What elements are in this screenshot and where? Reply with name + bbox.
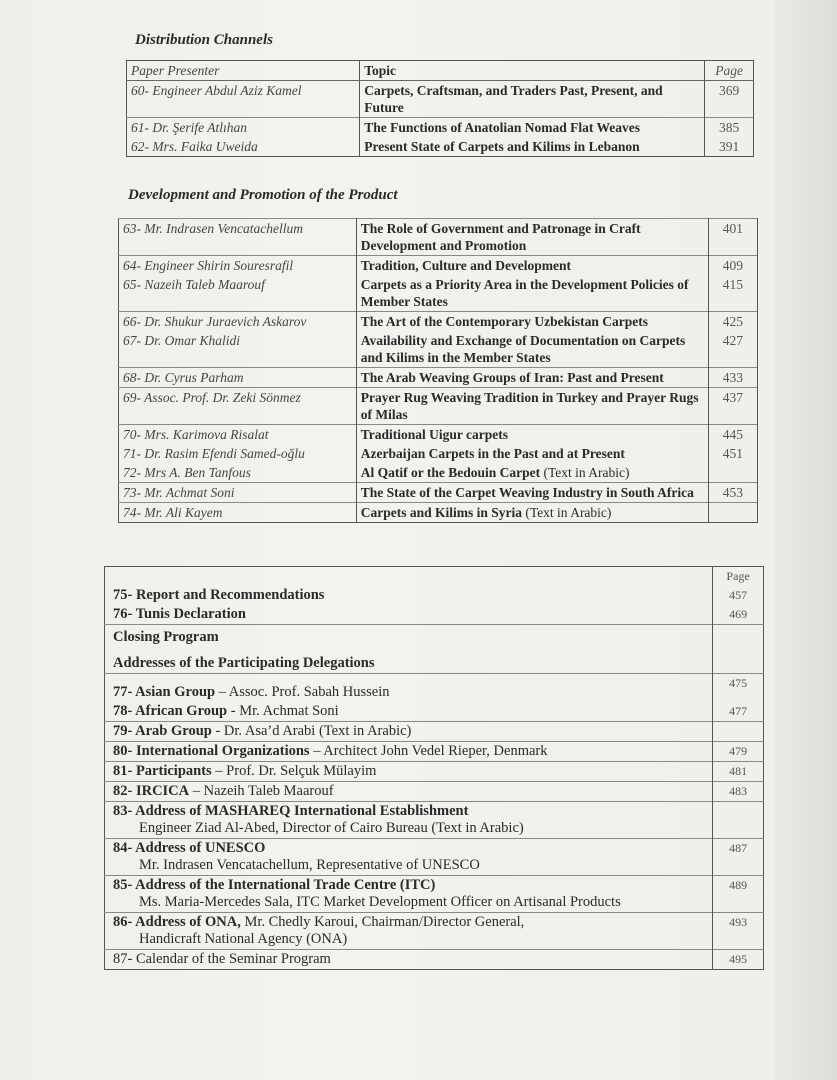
page-cell: 427: [708, 331, 757, 368]
topic-text: The Arab Weaving Groups of Iran: Past and Present: [360, 370, 664, 385]
header-page: Page: [726, 569, 750, 583]
page-cell: 479: [713, 742, 764, 762]
item-bold-label: 83- Address of MASHAREQ International Establishment: [113, 803, 469, 819]
page-cell: 415: [708, 275, 757, 312]
item-detail: – Nazeih Taleb Maarouf: [189, 783, 334, 799]
item-bold-label: 79- Arab Group: [113, 723, 212, 739]
topic-text: Traditional Uigur carpets: [360, 427, 508, 442]
development-table: [118, 218, 758, 523]
item-bold-label: 80- International Organizations: [113, 743, 310, 759]
topic-text: The Art of the Contemporary Uzbekistan Carpets: [360, 314, 648, 329]
item-detail: – Assoc. Prof. Sabah Hussein: [215, 684, 390, 700]
page-cell: 477: [729, 704, 748, 718]
presenter-cell: 61- Dr. Şerife Atlıhan: [127, 118, 360, 138]
list-item: [105, 625, 764, 648]
topic-text: Tradition, Culture and Development: [360, 258, 571, 273]
item-bold-label: 82- IRCICA: [113, 783, 190, 799]
item-text-cell: [105, 702, 713, 722]
table-row: [119, 444, 758, 463]
item-text-cell: [105, 762, 713, 782]
page-cell: 487: [713, 839, 764, 876]
presenter-cell: 67- Dr. Omar Khalidi: [119, 331, 357, 368]
page-cell: [713, 625, 764, 648]
page-cell: 489: [713, 876, 764, 913]
topic-cell: [356, 388, 708, 425]
list-item: [105, 762, 764, 782]
presenter-cell: 66- Dr. Shukur Juraevich Askarov: [119, 312, 357, 332]
item-bold-label: 86- Address of ONA,: [113, 914, 241, 930]
page-cell: 433: [708, 368, 757, 388]
item-text-cell: [105, 722, 713, 742]
section-title-distribution: Distribution Channels: [135, 32, 273, 48]
topic-text: The State of the Carpet Weaving Industry in South Africa: [360, 485, 694, 500]
item-detail: 87- Calendar of the Seminar Program: [113, 951, 331, 967]
presenter-cell: 70- Mrs. Karimova Risalat: [119, 425, 357, 445]
item-detail-line2: Engineer Ziad Al-Abed, Director of Cairo Bureau (Text in Arabic): [139, 820, 524, 836]
topic-text: Carpets and Kilims in Syria: [360, 505, 523, 520]
item-detail: - Mr. Achmat Soni: [227, 703, 339, 719]
topic-cell: [356, 483, 708, 503]
item-bold-label: 76- Tunis Declaration: [113, 606, 246, 622]
page-cell: [708, 503, 757, 523]
item-bold-label: Addresses of the Participating Delegations: [113, 655, 375, 671]
header-page: Page: [705, 61, 754, 81]
page-cell: 369: [705, 81, 754, 118]
page-cell: 385: [705, 118, 754, 138]
table-row: [127, 81, 754, 118]
page-cell: 445: [708, 425, 757, 445]
page-cell: 457: [729, 588, 748, 602]
item-text-cell: [105, 876, 713, 913]
page-cell: 437: [708, 388, 757, 425]
page-cell: 401: [708, 219, 757, 256]
addresses-table: [104, 566, 764, 970]
item-bold-label: 77- Asian Group: [113, 684, 216, 700]
topic-cell: [356, 331, 708, 368]
item-detail: – Architect John Vedel Rieper, Denmark: [309, 743, 548, 759]
page-cell: 481: [713, 762, 764, 782]
list-item: [105, 742, 764, 762]
page-cell: 475: [713, 674, 764, 703]
presenter-cell: 63- Mr. Indrasen Vencatachellum: [119, 219, 357, 256]
page-edge: [775, 0, 837, 1080]
table-row: [119, 331, 758, 368]
table-row: [119, 368, 758, 388]
list-item: [105, 802, 764, 839]
presenter-cell: 73- Mr. Achmat Soni: [119, 483, 357, 503]
page-cell: 425: [708, 312, 757, 332]
page-cell: [713, 647, 764, 674]
item-bold-label: 84- Address of UNESCO: [113, 840, 266, 856]
page-cell: 469: [729, 607, 748, 621]
topic-cell: Carpets, Craftsman, and Traders Past, Present, and Future: [360, 81, 705, 118]
header-presenter: Paper Presenter: [127, 61, 360, 81]
table-row: [119, 312, 758, 332]
item-text-cell: [105, 647, 713, 674]
table-row: [119, 275, 758, 312]
presenter-cell: 71- Dr. Rasim Efendi Samed-oğlu: [119, 444, 357, 463]
topic-cell: [356, 312, 708, 332]
table-row: [127, 137, 754, 157]
topic-cell: [356, 425, 708, 445]
presenter-cell: 62- Mrs. Faika Uweida: [127, 137, 360, 157]
table-row: [119, 388, 758, 425]
item-bold-label: 78- African Group: [113, 703, 228, 719]
presenter-cell: 69- Assoc. Prof. Dr. Zeki Sönmez: [119, 388, 357, 425]
list-item: [105, 722, 764, 742]
page-cell: 493: [713, 913, 764, 950]
item-detail: – Prof. Dr. Selçuk Mülayim: [211, 763, 377, 779]
item-text-cell: [105, 742, 713, 762]
list-item: [105, 782, 764, 802]
item-bold-label: Closing Program: [113, 629, 219, 645]
page-cell: 409: [708, 256, 757, 276]
page-cell: [713, 722, 764, 742]
item-detail: Mr. Chedly Karoui, Chairman/Director General,: [240, 914, 525, 930]
table-row: [119, 425, 758, 445]
item-text-cell: [105, 625, 713, 648]
topic-cell: [356, 503, 708, 523]
topic-cell: The Functions of Anatolian Nomad Flat Weaves: [360, 118, 705, 138]
item-text-cell: [105, 802, 713, 839]
topic-cell: [356, 219, 708, 256]
presenter-cell: 74- Mr. Ali Kayem: [119, 503, 357, 523]
topic-text: Availability and Exchange of Documentation on Carpets and Kilims in the Member States: [360, 333, 686, 365]
table-row: [119, 219, 758, 256]
page-cell: 483: [713, 782, 764, 802]
item-text-cell: [105, 782, 713, 802]
list-item: [105, 950, 764, 970]
page-cell: 451: [708, 444, 757, 463]
presenter-cell: 60- Engineer Abdul Aziz Kamel: [127, 81, 360, 118]
table-row: [119, 463, 758, 483]
item-detail-line2: Mr. Indrasen Vencatachellum, Representative of UNESCO: [139, 857, 480, 873]
topic-cell: [356, 463, 708, 483]
presenter-cell: 68- Dr. Cyrus Parham: [119, 368, 357, 388]
topic-text: Carpets as a Priority Area in the Development Policies of Member States: [360, 277, 689, 309]
table-row: [119, 483, 758, 503]
table-row: [127, 118, 754, 138]
list-item: [105, 586, 764, 605]
presenter-cell: 64- Engineer Shirin Souresrafil: [119, 256, 357, 276]
table-header-row: [105, 567, 764, 587]
topic-cell: [356, 275, 708, 312]
item-bold-label: 85- Address of the International Trade Centre (ITC): [113, 877, 436, 893]
topic-text: Azerbaijan Carpets in the Past and at Present: [360, 446, 625, 461]
item-text-cell: [105, 605, 713, 625]
topic-cell: [356, 444, 708, 463]
distribution-table: [126, 60, 754, 157]
item-text-cell: [105, 586, 713, 605]
page-cell: 495: [713, 950, 764, 970]
list-item: [105, 647, 764, 674]
item-detail-line2: Handicraft National Agency (ONA): [139, 931, 348, 947]
topic-text: Al Qatif or the Bedouin Carpet: [360, 465, 541, 480]
table-header-row: [127, 61, 754, 81]
item-text-cell: [105, 674, 713, 703]
list-item: [105, 876, 764, 913]
section-title-development: Development and Promotion of the Product: [128, 187, 398, 203]
topic-text: The Role of Government and Patronage in Craft Development and Promotion: [360, 221, 641, 253]
topic-cell: [356, 256, 708, 276]
page-cell: [708, 463, 757, 483]
page-cell: [713, 802, 764, 839]
item-detail: - Dr. Asa’d Arabi (Text in Arabic): [211, 723, 412, 739]
list-item: [105, 913, 764, 950]
page-cell: 453: [708, 483, 757, 503]
topic-text: Prayer Rug Weaving Tradition in Turkey and Prayer Rugs of Milas: [360, 390, 699, 422]
list-item: [105, 605, 764, 625]
topic-cell: Present State of Carpets and Kilims in Lebanon: [360, 137, 705, 157]
table-row: [119, 256, 758, 276]
header-topic: Topic: [360, 61, 705, 81]
item-detail-line2: Ms. Maria-Mercedes Sala, ITC Market Development Officer on Artisanal Products: [139, 894, 621, 910]
topic-note: (Text in Arabic): [543, 465, 630, 480]
table-row: [119, 503, 758, 523]
blank-header-cell: [105, 567, 713, 587]
presenter-cell: 65- Nazeih Taleb Maarouf: [119, 275, 357, 312]
list-item: [105, 674, 764, 703]
topic-note: (Text in Arabic): [525, 505, 612, 520]
item-text-cell: [105, 950, 713, 970]
page-cell: 391: [705, 137, 754, 157]
list-item: [105, 839, 764, 876]
item-bold-label: 75- Report and Recommendations: [113, 587, 325, 603]
item-text-cell: [105, 839, 713, 876]
list-item: [105, 702, 764, 722]
presenter-cell: 72- Mrs A. Ben Tanfous: [119, 463, 357, 483]
item-text-cell: [105, 913, 713, 950]
item-bold-label: 81- Participants: [113, 763, 212, 779]
topic-cell: [356, 368, 708, 388]
